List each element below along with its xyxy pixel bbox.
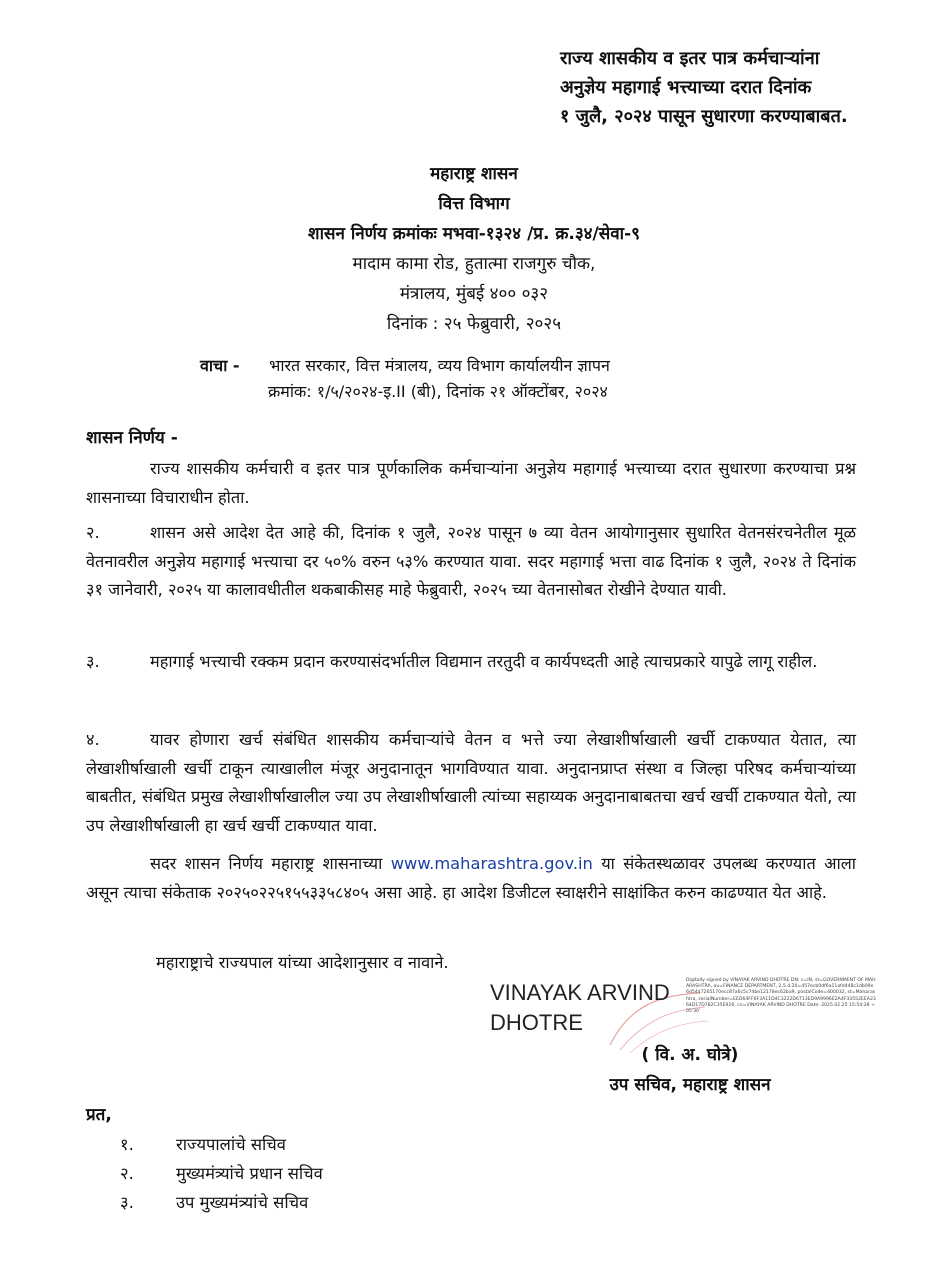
list-item-number: २. xyxy=(120,1164,134,1183)
reference-label: वाचा - xyxy=(200,356,240,375)
government-name: महाराष्ट्र शासन xyxy=(430,164,518,184)
list-item-text: उप मुख्यमंत्र्यांचे सचिव xyxy=(176,1193,309,1212)
digital-signature-details: Digitally signed by VINAYAK ARVIND DHOTRE DN: c=IN, st=GOVERNMENT OF MAHARASHTRA, ou=FINANCE DEPARTMENT, 2.5.4.20=457ecb0df6a11afd448c1db09e6d5447265170ecc87a6c5c74be12178ec62ba9, postalCode=400032, st=Maharashtra, serialNumber=EED64FF6F3A11D4C3222D6713ED9A9996E2A4F33552EEA2364D17D782C35E926, cn=VINAYAK ARVIND DHOTRE Date: 2025.02.25 15:54:28 +05'30' xyxy=(686,978,876,1015)
reference-block xyxy=(200,353,610,405)
list-item-number: १. xyxy=(120,1135,134,1154)
address-line-2: मंत्रालय, मुंबई ४०० ०३२ xyxy=(399,284,549,304)
subject-line-2: अनुज्ञेय महागाई भत्त्याच्या दरात दिनांक xyxy=(560,77,812,98)
paragraph-3-text: महागाई भत्त्याची रक्कम प्रदान करण्यासंदर्भातील विद्यमान तरतुदी व कार्यपध्दती आहे त्याचप्रकारे यापुढे लागू राहील. xyxy=(150,652,818,671)
subject-line-1: राज्य शासकीय व इतर पात्र कर्मचाऱ्यांना xyxy=(560,48,820,69)
by-order-line: महाराष्ट्राचे राज्यपाल यांच्या आदेशानुसार व नावाने. xyxy=(156,953,449,972)
list-item xyxy=(120,1159,323,1188)
list-item-number: ३. xyxy=(120,1193,134,1212)
subject-line-3: १ जुलै, २०२४ पासून सुधारणा करण्याबाबत. xyxy=(560,106,848,127)
paragraph-4-text: यावर होणारा खर्च संबंधित शासकीय कर्मचाऱ्यांचे वेतन व भत्ते ज्या लेखाशीर्षाखाली खर्ची टाकण्यात येतात, त्या लेखाशीर्षाखाली खर्ची टाकून त्याखालील मंजूर अनुदानातून भागविण्यात यावा. अनुदानप्राप्त संस्था व जिल्हा परिषद कर्मचाऱ्यांच्या बाबतीत, संबंधित प्रमुख लेखाशीर्षाखालील ज्या उप लेखाशीर्षाखाली त्यांच्या सहाय्यक अनुदानाबाबतचा खर्च खर्ची टाकण्यात येतो, त्या उप लेखाशीर्षाखाली हा खर्च खर्ची टाकण्यात यावा. xyxy=(86,730,856,835)
subject-block xyxy=(560,44,848,131)
address-line-1: मादाम कामा रोड, हुतात्मा राजगुरु चौक, xyxy=(352,254,596,274)
paragraph-5-text-before: सदर शासन निर्णय महाराष्ट्र शासनाच्या xyxy=(150,854,391,873)
paragraph-4 xyxy=(86,726,856,840)
gr-number: शासन निर्णय क्रमांकः मभवा-१३२४ /प्र. क्र.३४/सेवा-९ xyxy=(308,224,640,244)
paragraph-4-number: ४. xyxy=(86,730,100,749)
signatory-initials: ( वि. अ. घोत्रे) xyxy=(641,1045,739,1065)
paragraph-2-number: २. xyxy=(86,523,100,542)
signatory-designation: उप सचिव, महाराष्ट्र शासन xyxy=(609,1075,771,1095)
paragraph-2 xyxy=(86,519,856,605)
list-item xyxy=(120,1130,323,1159)
intro-paragraph: राज्य शासकीय कर्मचारी व इतर पात्र पूर्णकालिक कर्मचाऱ्यांना अनुज्ञेय महागाई भत्त्याच्या दरात सुधारणा करण्याचा प्रश्न शासनाच्या विचाराधीन होता. xyxy=(86,459,856,507)
list-item-text: मुख्यमंत्र्यांचे प्रधान सचिव xyxy=(176,1164,323,1183)
paragraph-3 xyxy=(86,648,856,677)
signatory-name xyxy=(490,978,670,1038)
decision-heading: शासन निर्णय - xyxy=(86,428,178,448)
list-item-text: राज्यपालांचे सचिव xyxy=(176,1135,286,1154)
paragraph-5 xyxy=(86,850,856,907)
signatory-name-line-1: VINAYAK ARVIND xyxy=(490,980,670,1005)
signatory-name-line-2: DHOTRE xyxy=(490,1010,583,1035)
copy-to-heading: प्रत, xyxy=(86,1105,112,1125)
paragraph-2-text: शासन असे आदेश देत आहे की, दिनांक १ जुलै, २०२४ पासून ७ व्या वेतन आयोगानुसार सुधारित वेतनसंरचनेतील मूळ वेतनावरील अनुज्ञेय महागाई भत्त्याचा दर ५०% वरुन ५३% करण्यात यावा. सदर महागाई भत्ता वाढ दिनांक १ जुलै, २०२४ ते दिनांक ३१ जानेवारी, २०२५ या कालावधीतील थकबाकीसह माहे फेब्रुवारी, २०२५ च्या वेतनासोबत रोखीने देण्यात यावी. xyxy=(86,523,856,599)
copy-to-list xyxy=(120,1130,323,1217)
list-item xyxy=(120,1188,323,1217)
department-name: वित्त विभाग xyxy=(438,194,510,214)
paragraph-5-text-after: या संकेतस्थळावर उपलब्ध करण्यात आला असून त्याचा संकेताक २०२५०२२५१५५३३५८४०५ असा आहे. हा आदेश डिजीटल स्वाक्षरीने साक्षांकित करुन काढण्यात येत आहे. xyxy=(86,854,857,902)
website-link[interactable]: www.maharashtra.gov.in xyxy=(390,854,593,873)
paragraph-3-number: ३. xyxy=(86,652,100,671)
issue-date: दिनांक : २५ फेब्रुवारी, २०२५ xyxy=(386,314,562,334)
reference-line-1: भारत सरकार, वित्त मंत्रालय, व्यय विभाग कार्यालयीन ज्ञापन xyxy=(269,356,610,375)
reference-line-2: क्रमांक: १/५/२०२४-इ.II (बी), दिनांक २१ ऑक्टोंबर, २०२४ xyxy=(268,382,608,401)
